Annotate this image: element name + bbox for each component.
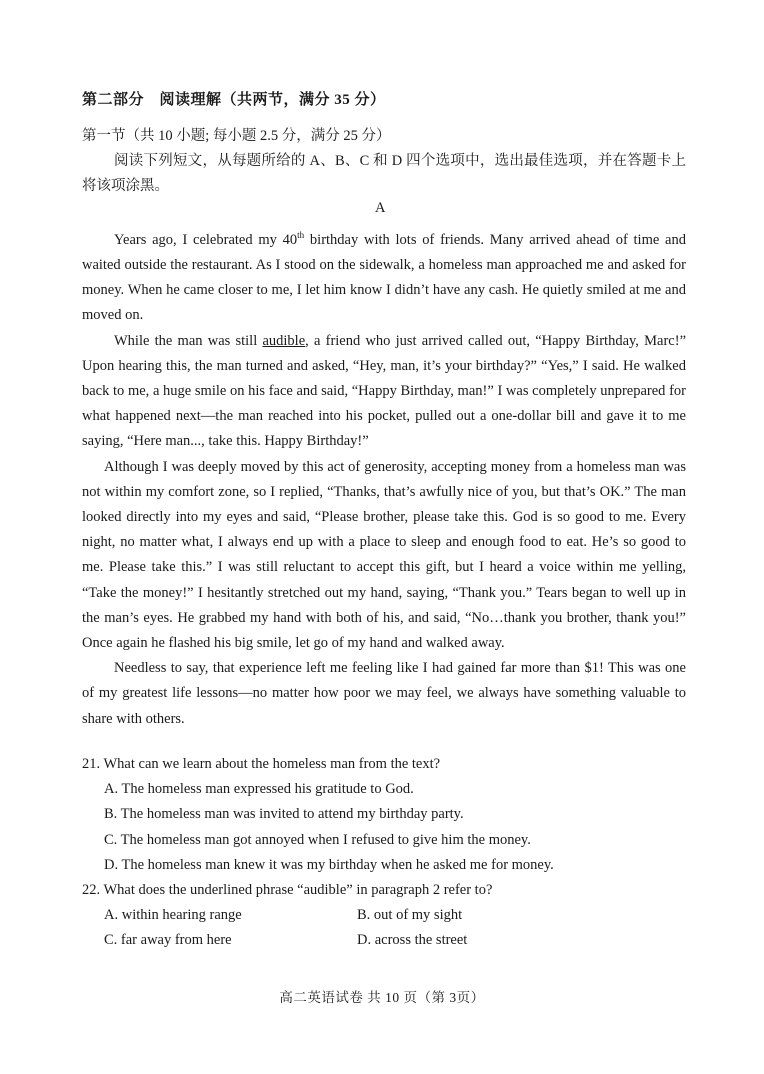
ordinal-superscript: th — [297, 230, 305, 240]
paragraph-1-text-b: birthday with lots of friends. Many arrived ahead of time and waited outside the restaurant. As I stood on the sidewalk, a homeless man approached me and asked for money. When he came closer to me, I let him know I didn’t have any cash. He quietly smiled at me and moved on. — [82, 231, 686, 324]
question-21 — [82, 752, 686, 878]
question-stem: 21. What can we learn about the homeless man from the text? — [82, 756, 441, 772]
question-22 — [82, 878, 686, 954]
section-title: 第一节（共 10 小题; 每小题 2.5 分，满分 25 分） — [82, 128, 391, 144]
paragraph-3: Although I was deeply moved by this act of generosity, accepting money from a homeless man was not within my comfort zone, so I replied, “Thanks, that’s awfully nice of you, but that’s OK.” The man looked directly into my eyes and said, “Please brother, please take this. God is so good to me. Every night, no matter what, I always end up with a place to sleep and enough food to eat. He’s so good to me. Please take this.” I was still reluctant to accept this gift, but I heard a voice within me yelling, “Take the money!” I hesitantly stretched out my hand, saying, “Thank you.” Tears began to well up in the man’s eyes. He grabbed my hand with both of his, and said, “No…thank you brother, thank you!” Once again he flashed his big smile, let go of my hand and walked away. — [82, 458, 686, 652]
paragraph-4: Needless to say, that experience left me feeling like I had gained far more than $1! This was one of my greatest life lessons—no matter how poor we may feel, we always have something valuable to share with others. — [82, 660, 686, 727]
instructions: 阅读下列短文，从每题所给的 A、B、C 和 D 四个选项中，选出最佳选项，并在答题卡上将该项涂黑。 — [82, 153, 686, 194]
paragraph-1 — [82, 223, 686, 329]
paragraph-2-text-b: , a friend who just arrived called out, “Happy Birthday, Marc!” Upon hearing this, the man turned and asked, “Hey, man, it’s your birthday?” “Yes,” I said. He walked back to me, a huge smile on his face and said, “Happy Birthday, man!” I was completely unprepared for what happened next—the man reached into his pocket, pulled out a one-dollar bill and gave it to me saying, “Here man..., take this. Happy Birthday!” — [82, 332, 686, 450]
option-b: B. out of my sight — [357, 907, 463, 924]
part-title: 第二部分 阅读理解（共两节，满分 35 分） — [82, 92, 386, 108]
questions — [82, 752, 686, 954]
underlined-word: audible — [262, 332, 306, 349]
paragraph-2-text-a: While the man was still — [114, 332, 263, 349]
option-d: D. across the street — [357, 932, 468, 949]
option-d: D. The homeless man knew it was my birthday when he asked me for money. — [104, 856, 554, 873]
options-row — [82, 928, 686, 953]
question-stem: 22. What does the underlined phrase “audible” in paragraph 2 refer to? — [82, 882, 493, 899]
options-row — [82, 903, 686, 928]
option-b: B. The homeless man was invited to attend my birthday party. — [104, 806, 464, 823]
paragraph-1-text-a: Years ago, I celebrated my 40 — [114, 231, 298, 248]
option-c: C. The homeless man got annoyed when I refused to give him the money. — [104, 831, 531, 848]
page-footer: 高二英语试卷 共 10 页（第 3页） — [279, 990, 485, 1005]
option-a: A. within hearing range — [104, 907, 242, 924]
option-c: C. far away from here — [104, 932, 232, 949]
option-a: A. The homeless man expressed his gratitude to God. — [104, 781, 414, 798]
reading-passage — [82, 223, 686, 732]
paragraph-2 — [82, 329, 686, 455]
passage-letter: A — [375, 200, 386, 216]
